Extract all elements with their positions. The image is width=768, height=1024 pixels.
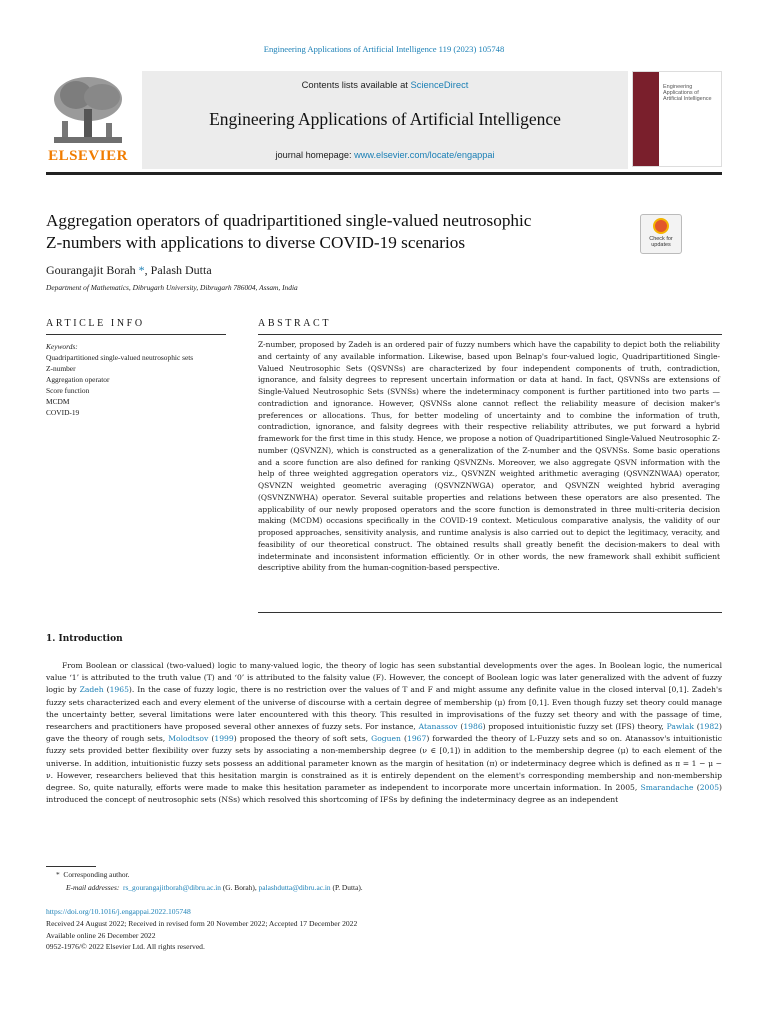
check-for-updates-button[interactable] — [640, 214, 682, 254]
keyword: COVID-19 — [46, 408, 80, 417]
elsevier-logo[interactable] — [46, 73, 130, 165]
section-heading-introduction: 1. Introduction — [46, 634, 123, 644]
email-link[interactable]: palashdutta@dibru.ac.in — [258, 882, 331, 892]
corresponding-note — [56, 869, 363, 882]
abstract-rule — [258, 334, 722, 335]
header-rule — [46, 172, 722, 175]
title-line-1: Aggregation operators of quadripartitioned single-valued neutrosophic — [46, 211, 532, 230]
cover-title: Engineering Applications of Artificial Intelligence — [663, 84, 712, 102]
contents-prefix: Contents lists available at — [301, 79, 411, 90]
author-list — [46, 263, 212, 278]
email-owner: (G. Borah), — [222, 882, 257, 892]
elsevier-tree-icon — [46, 73, 130, 147]
footnote-rule — [46, 866, 96, 867]
email-owner: (P. Dutta). — [332, 882, 363, 892]
citation-link[interactable]: Zadeh — [79, 685, 104, 695]
text-run: . In the case of fuzzy logic, there is no restriction over the values of T and F and might assume any definite value in the closed interval [0,1]. Zadeh's fuzzy sets characterized each and every element of the universe of discourse with a certain degree of membership (μ) from [0,1]. Even though fuzzy set theory could manage the uncertainty better, several limitations were later encountered with this theory. This resulted in improvisations of the fuzzy set theory and with the passage of time, researchers and practitioners have proposed several other annexes of fuzzy sets. For instance, — [46, 685, 722, 732]
keyword: Quadripartitioned single-valued neutrosophic sets — [46, 353, 194, 362]
received-dates: Received 24 August 2022; Received in revised form 20 November 2022; Accepted 17 December 2022 — [46, 918, 358, 928]
keywords-label: Keywords: — [46, 342, 78, 351]
sciencedirect-link[interactable]: ScienceDirect — [410, 79, 469, 90]
journal-title: Engineering Applications of Artificial Intelligence — [209, 109, 561, 129]
title-line-2: Z-numbers with applications to diverse COVID-19 scenarios — [46, 233, 466, 252]
text-run: introduced the concept of neutrosophic sets (NSs) which resolved this shortcoming of IFSs by defining the indeterminacy degree as an independent — [46, 795, 619, 805]
abstract-heading: ABSTRACT — [258, 318, 332, 329]
citation-year-link[interactable]: 1986 — [463, 722, 483, 732]
journal-banner — [142, 71, 628, 169]
text-run: proposed intuitionistic fuzzy set (IFS) theory, — [485, 722, 667, 732]
corresponding-author-mark[interactable]: * — [135, 263, 145, 277]
keyword: Z-number — [46, 364, 76, 373]
citation-year-link[interactable]: 2005 — [699, 783, 720, 793]
keywords-block — [46, 341, 226, 418]
journal-cover[interactable] — [632, 71, 722, 167]
email-line — [56, 882, 363, 895]
citation-link[interactable]: Goguen — [371, 734, 401, 744]
contents-line — [142, 79, 628, 90]
author-separator: , — [144, 263, 151, 277]
journal-header — [46, 71, 722, 169]
article-info-heading: ARTICLE INFO — [46, 318, 145, 329]
abstract-text: Z-number, proposed by Zadeh is an ordered pair of fuzzy numbers which have the capability to depict both the reliability and certainty of any available information. Likewise, based upon Belnap's four-valued logic, Quadripartitioned Single-Valued Neutrosophic Sets (QSVNSs) are characterized by four independent components of truth, contradiction, ignorance, and falsity degrees to represent uncertain information or data at hand. In fact, QSVNSs are extensions of Single-Valued Neutrosophic Sets (SVNSs) where the indeterminacy component is further partitioned into two parts — contradiction and ignorance. However, QSVNSs alone cannot reflect the reliability measure of decision maker's preferences or allocations. Thus, for better modeling of uncertainty and to combine the information of truth, contradiction, ignorance, and falsity degrees with their respective reliability attributes, we put forward a hybrid framework for the first time in this study. Hence, we propose a notion of Quadripartitioned Single-Valued Neutrosophic Z-number (QSVNZN), which is constructed as a generalization of the Z-number and the QSVNSs. Some basic operations and a score function are also defined for ranking QSVNZNs. Moreover, we also aggregate QSVN information with the help of three weighted aggregation operators viz., QSVNZN weighted arithmetic averaging (QSVNZNWAA) operator, QSVNZN weighted geometric averaging (QSVNZNWGA) operator, and QSVNZN weighted hybrid averaging (QSVNZNWHA) operator. Several suitable properties and relations between these operators are also presented. The applicability of our newly proposed operators and the score function is demonstrated in three multi-criteria decision making (MCDM) occasions specifically in the COVID-19 context. Meticulous comparative analysis, the validity of our proposed approaches, sensitivity analysis, and runtime analysis is also carried out to depict the legitimacy, veracity, and feasibility of our theoretical construct. The obtained results shall greatly benefit the decision-makers to deal with indeterminate and inconsistent information efficiently. Or in other words, the new framework shall exhibit sufficient descriptive ability from the human-cognition-based perspective. — [258, 340, 720, 573]
doi-link[interactable]: https://doi.org/10.1016/j.engappai.2022.105748 — [46, 907, 191, 916]
citation-link[interactable]: Atanassov — [418, 722, 458, 732]
author-name[interactable]: Gourangajit Borah — [46, 263, 136, 277]
text-run: proposed the theory of soft sets, — [236, 734, 372, 744]
author-name[interactable]: Palash Dutta — [150, 263, 212, 277]
cover-strip — [633, 72, 659, 166]
copyright: 0952-1976/© 2022 Elsevier Ltd. All rights reserved. — [46, 942, 205, 952]
homepage-link[interactable]: www.elsevier.com/locate/engappai — [354, 150, 495, 160]
elsevier-wordmark: ELSEVIER — [48, 148, 128, 164]
citation-link[interactable]: Smarandache — [640, 783, 694, 793]
crossmark-icon — [653, 218, 669, 234]
available-online: Available online 26 December 2022 — [46, 930, 156, 940]
citation-year-link[interactable]: 1982 — [699, 722, 719, 732]
text-run: gave the theory of rough sets, — [46, 734, 169, 744]
citation-year-link[interactable]: 1967 — [407, 734, 427, 744]
affiliation: Department of Mathematics, Dibrugarh University, Dibrugarh 786004, Assam, India — [46, 283, 298, 292]
citation-year-link[interactable]: 1999 — [214, 734, 234, 744]
abstract-bottom-rule — [258, 612, 722, 613]
keyword: Aggregation operator — [46, 375, 110, 384]
introduction-paragraph: From Boolean or classical (two-valued) logic to many-valued logic, the theory of logic has seen substantial developments over the ages. In Boolean logic, the numerical value ‘1’ is attributed to the truth value (T) and ‘0’ is attributed to the falsity value (F). However, the concept of Boolean logic was later generalized with the advent of fuzzy logic by Zadeh (1965). In the case of fuzzy logic, there is no restriction over the values of T and F and might assume any definite value in the closed interval [0,1]. Zadeh's fuzzy sets characterized each and every element of the universe of discourse with a certain degree of membership (μ) from [0,1]. Even though fuzzy set theory could manage the uncertainty better, several limitations were later encountered with this theory. This resulted in improvisations of the fuzzy set theory and with the passage of time, researchers and practitioners have proposed several other annexes of fuzzy sets. For instance, Atanassov (1986) proposed intuitionistic fuzzy set (IFS) theory, Pawlak (1982) gave the theory of rough sets, Molodtsov (1999) proposed the theory of soft sets, Goguen (1967) forwarded the theory of L-Fuzzy sets and so on. Atanassov's intuitionistic fuzzy sets provided better flexibility over fuzzy sets by associating a non-membership degree (ν ∈ [0,1]) in addition to the membership degree (μ) to each element of the universe. In addition, intuitionistic fuzzy sets possess an additional parameter known as the margin of hesitation (π) or indeterminacy degree which is defined as π = 1 − μ − ν. However, researchers believed that this hesitation margin is constrained as it is entirely dependent on the element's corresponding membership and non-membership degree. So, quite naturally, efforts were made to make this hesitation parameter as independent to incorporate more uncertain information. In 2005, Smarandache (2005) introduced the concept of neutrosophic sets (NSs) which resolved this shortcoming of IFSs by defining the indeterminacy degree as an independent — [46, 661, 723, 805]
paper-title — [46, 210, 606, 254]
citation-link[interactable]: Pawlak — [666, 722, 694, 732]
journal-reference[interactable]: Engineering Applications of Artificial Intelligence 119 (2023) 105748 — [263, 44, 505, 54]
keyword: MCDM — [46, 397, 70, 406]
publication-info — [46, 906, 357, 953]
citation-link[interactable]: Molodtsov — [168, 734, 209, 744]
footnote — [56, 869, 363, 894]
homepage-prefix: journal homepage: — [275, 150, 355, 160]
keyword: Score function — [46, 386, 90, 395]
text-run: forwarded the theory of L-Fuzzy sets and so on. Atanassov's intuitionistic fuzzy sets provided better flexibility over fuzzy sets by associating a non-membership degree (ν ∈ [0,1]) in addition to the membership degree (μ) to each element of the universe. In addition, intuitionistic fuzzy sets possess an additional parameter known as the margin of hesitation (π) or indeterminacy degree which is defined as π = 1 − μ − ν. However, researchers believed that this hesitation margin is constrained as it is entirely dependent on the element's corresponding membership and non-membership degree. So, quite naturally, efforts were made to make this hesitation parameter as independent to incorporate more uncertain information. In 2005, — [46, 734, 723, 793]
homepage-line — [142, 150, 628, 160]
corresponding-text: Corresponding author. — [63, 870, 130, 879]
citation-year-link[interactable]: 1965 — [109, 685, 129, 695]
crossmark-label: Check for updates — [649, 236, 673, 248]
article-info-rule — [46, 334, 226, 335]
text-run: From Boolean or classical (two-valued) logic to many-valued logic, the theory of logic has seen substantial developments over the ages. In Boolean logic, the numerical value ‘1’ is attributed to the truth value (T) and ‘0’ is attributed to the falsity value (F). However, the concept of Boolean logic was later generalized with the advent of fuzzy logic by — [46, 661, 722, 695]
email-label: E-mail addresses: — [66, 882, 120, 892]
footnote-mark: * — [56, 870, 60, 879]
email-link[interactable]: rs_gourangajitborah@dibru.ac.in — [123, 882, 221, 892]
